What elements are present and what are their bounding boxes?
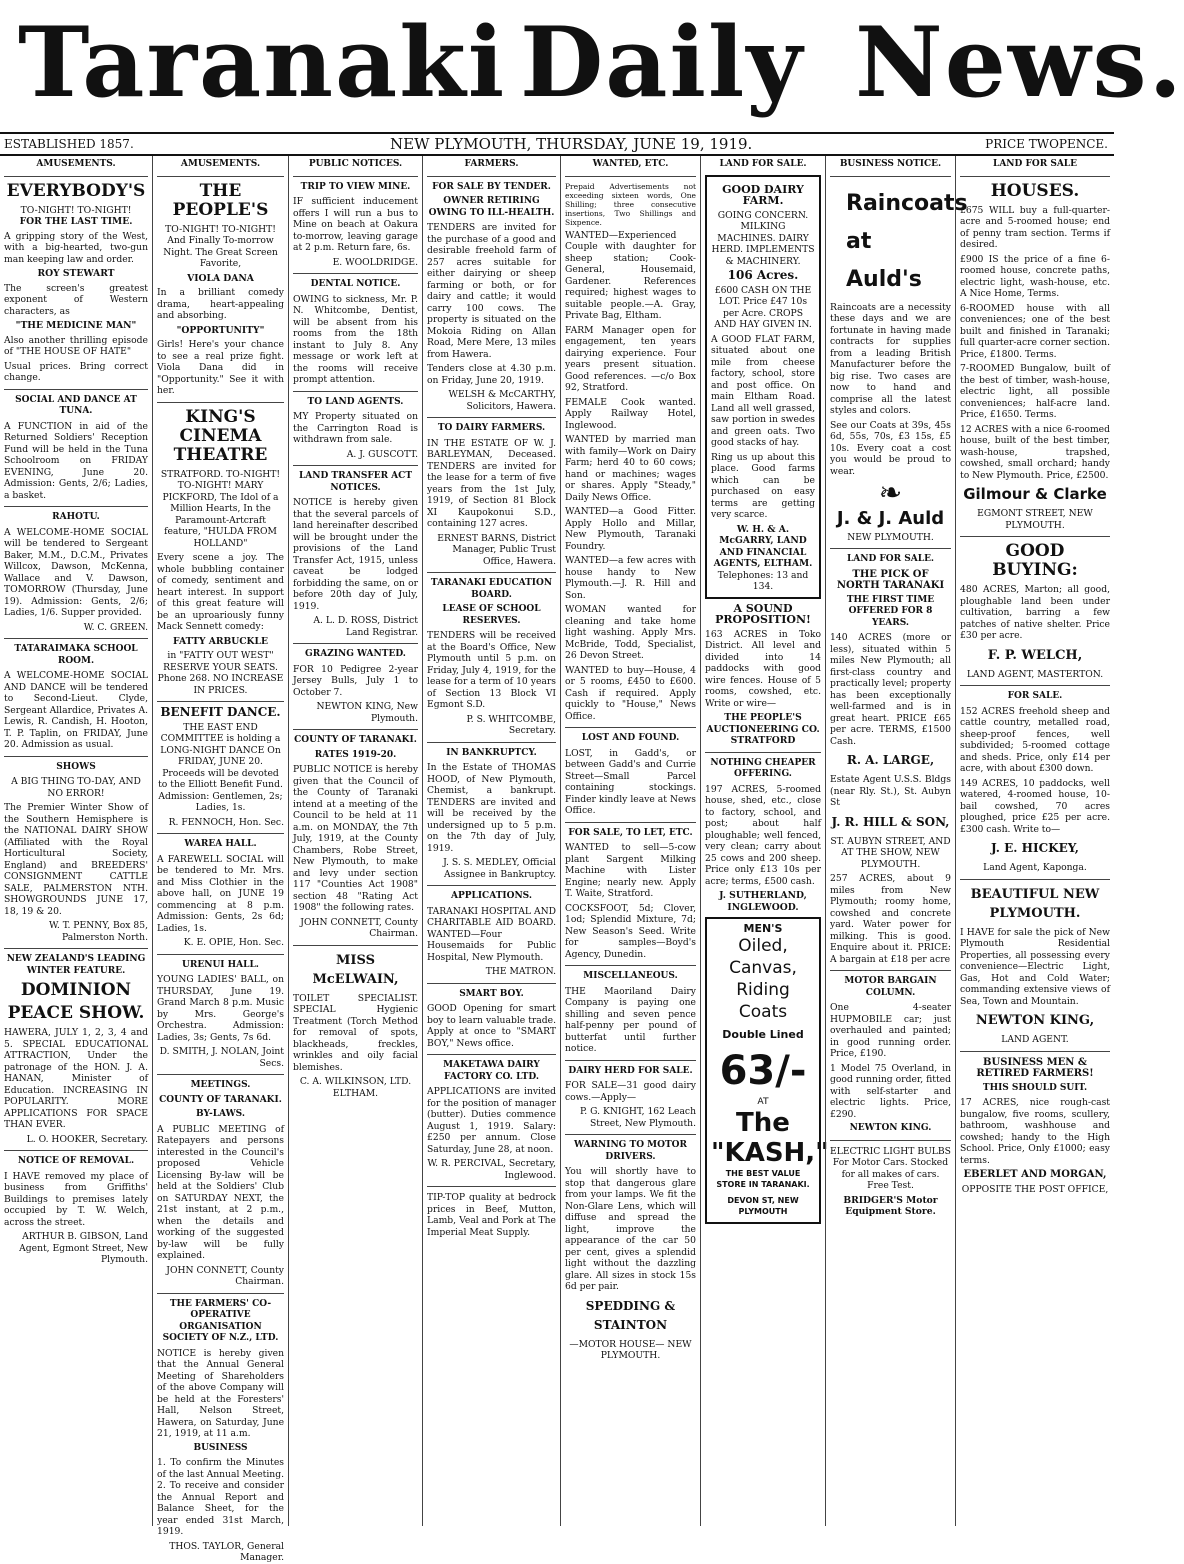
notice-heading: GRAZING WANTED. xyxy=(305,649,406,659)
notice-heading: RAHOTU. xyxy=(52,512,100,522)
notice-heading: COUNTY OF TARANAKI. xyxy=(159,1094,282,1105)
dateline xyxy=(0,132,1114,156)
column-3 xyxy=(288,156,422,1526)
notice-signature: THOS. TAYLOR, General Manager. xyxy=(169,1540,284,1563)
ad-headline: F. P. WELCH, xyxy=(987,647,1083,663)
classified-ad: WOMAN wanted for cleaning and take home light washing. Apply Mrs. McBride, Todd, Specialist, 26 Devon Street. xyxy=(565,604,696,661)
notice-text: YOUNG LADIES' BALL, on THURSDAY, June 19. Grand March 8 p.m. Music by Mrs. George's Orchestra. Admission: Ladies, 3s; Gents, 7s 6d. xyxy=(157,974,284,1043)
ad-text: 106 Acres. xyxy=(727,268,799,282)
ad-text: W. H. & A. McGARRY, LAND AND FINANCIAL AGENTS, ELTHAM. xyxy=(713,523,813,569)
classified-ad: LOST, in Gadd's, or between Gadd's and Currie Street—Small Parcel containing stockings. Finder kindly leave at News Office. xyxy=(565,747,696,816)
classified-ad: WANTED—Experienced Couple with daughter for sheep station; Cook-General, Housemaid, Gardener. References required; highest wages to suitable people.—A. Gray, Private Bag, Eltham. xyxy=(565,229,696,321)
notice-signature: WELSH & McCARTHY, Solicitors, Hawera. xyxy=(448,389,556,412)
ad-text: 6-ROOMED house with all conveniences; one of the best built and finished in Taranaki; full quarter-acre corner section. Price, £1800. Terms. xyxy=(960,302,1110,360)
notice-signature: JOHN CONNETT, County Chairman. xyxy=(166,1264,284,1287)
ad-headline: HOUSES. xyxy=(990,180,1080,201)
notice-signature: E. WOOLDRIDGE. xyxy=(332,256,418,268)
ad-text: Land Agent, Kaponga. xyxy=(983,862,1087,873)
section-heading: BUSINESS NOTICE. xyxy=(839,159,942,169)
section-heading: FOR SALE. xyxy=(1007,691,1063,701)
ad-headline: NEWTON KING, xyxy=(975,1013,1095,1028)
ad-text: TO-NIGHT! TO-NIGHT! xyxy=(20,204,132,216)
notice-signature: P. S. WHITCOMBE, Secretary. xyxy=(466,713,556,736)
notice-text: Prepaid Advertisements not exceeding sixteen words, One Shilling; three consecutive insertions, Two Shillings and Sixpence. xyxy=(565,181,696,227)
notice-text: MY Property situated on the Carrington Road is withdrawn from sale. xyxy=(293,411,418,445)
ad-text: "OPPORTUNITY" xyxy=(176,324,265,336)
notice-heading: APPLICATIONS. xyxy=(451,891,532,901)
ad-headline: BEAUTIFUL NEW PLYMOUTH. xyxy=(970,886,1100,921)
ad-text: One 4-seater HUPMOBILE car; just overhauled and painted; in good running order. Price, £190. xyxy=(830,1002,951,1059)
ad-text: GOING CONCERN. MILKING MACHINES. DAIRY HERD. IMPLEMENTS & MACHINERY. xyxy=(711,209,815,267)
notice-heading: TRIP TO VIEW MINE. xyxy=(300,181,411,192)
raincoats-headline xyxy=(830,185,968,299)
notice-heading: THE FARMERS' CO-OPERATIVE ORGANISATION SOCIETY OF N.Z., LTD. xyxy=(162,1298,279,1343)
ad-text: ST. AUBYN STREET, AND AT THE SHOW, NEW PLYMOUTH. xyxy=(830,835,951,870)
notice-signature: NEWTON KING, New Plymouth. xyxy=(316,701,418,724)
ad-text: 17 ACRES, nice rough-cast bungalow, five rooms, scullery, bathroom, washhouse and cowshed; handy to the High School. Price, Only £1000; easy terms. xyxy=(960,1097,1110,1166)
notice-text: PUBLIC NOTICE is hereby given that the Council of the County of Taranaki intend at a meeting of the Council to be held at 11 a.m. on MONDAY, the 7th July, 1919, at the County Chambers, Robe Street, New Plymouth, to make and levy under section 117 "Counties Act 1908" section 48 "Rating Act 1908" the following rates. xyxy=(293,764,419,913)
column-8 xyxy=(955,156,1114,1526)
masthead xyxy=(0,0,1184,128)
ad-text: Also another thrilling episode of "THE HOUSE OF HATE" xyxy=(4,334,148,357)
ad-headline: at xyxy=(846,228,872,254)
notice-signature: ERNEST BARNS, District Manager, Public Trust Office, Hawera. xyxy=(437,532,556,567)
ad-headline: J. E. HICKEY, xyxy=(991,841,1079,855)
ad-text: LAND AGENT. xyxy=(1001,1034,1069,1045)
notice-text: 1. To confirm the Minutes of the last Annual Meeting. 2. To receive and consider the Annual Report and Balance Sheet, for the year ended 31st March, 1919. xyxy=(157,1457,284,1537)
notice-text: The Premier Winter Show of the Southern Hemisphere is the NATIONAL DAIRY SHOW (Affiliated with the Royal Horticultural Society, England) and BREEDERS' CONSIGNMENT CATTLE SALE, PALMERSTON NTH. SHOWGROUNDS JUNE 17, 18, 19 & 20. xyxy=(4,802,148,917)
section-heading: PUBLIC NOTICES. xyxy=(308,159,403,169)
ad-text: STRATFORD. TO-NIGHT! TO-NIGHT! MARY PICKFORD, The Idol of a Million Hearts, In the Paramount-Artcraft feature, "HULDA FROM HOLLAND" xyxy=(160,468,281,549)
notice-signature: P. G. KNIGHT, 162 Leach Street, New Plymouth. xyxy=(579,1106,696,1129)
notice-heading: THIS SHOULD SUIT. xyxy=(982,1082,1088,1093)
notice-heading: SHOWS xyxy=(56,761,96,772)
notice-heading: THE FIRST TIME OFFERED FOR 8 YEARS. xyxy=(846,594,935,628)
notice-heading: URENUI HALL. xyxy=(182,959,259,970)
ad-text: The screen's greatest exponent of Western characters, as xyxy=(4,282,148,317)
notice-signature: K. E. OPIE, Hon. Sec. xyxy=(183,937,284,948)
notice-text: OWING to sickness, Mr. P. N. Whitcombe, Dentist, will be absent from his rooms from the 18th instant to July 8. Any message or work left at the rooms will receive prompt attention. xyxy=(293,293,418,385)
ad-text: DEVON ST, NEW PLYMOUTH xyxy=(727,1195,799,1216)
notice-signature: ARTHUR B. GIBSON, Land Agent, Egmont Street, New Plymouth. xyxy=(19,1231,148,1265)
notice-text: APPLICATIONS are invited for the position of manager (butter). Duties commence August 1, 1919. Salary: £250 per annum. Close Saturday, June 28, at noon. xyxy=(427,1086,556,1155)
section-heading: LAND FOR SALE xyxy=(993,159,1077,169)
section-heading: LAND FOR SALE. xyxy=(719,159,807,169)
notice-text: TIP-TOP quality at bedrock prices in Beef, Mutton, Lamb, Veal and Pork at The Imperial Meat Supply. xyxy=(427,1192,556,1238)
ad-text: THE BEST VALUE STORE IN TARANAKI. xyxy=(716,1168,810,1189)
notice-signature: C. A. WILKINSON, LTD. ELTHAM. xyxy=(299,1076,412,1099)
ad-headline: GOOD DAIRY FARM. xyxy=(722,182,804,207)
classified-ad: WANTED by married man with family—Work on Dairy Farm; herd 40 to 60 cows; hand or machines; wages or shares. Apply "Steady," Daily News Office. xyxy=(565,434,696,503)
ad-text: Estate Agent U.S.S. Bldgs (near Rly. St.), St. Aubyn St xyxy=(830,774,951,808)
ad-text: ROY STEWART xyxy=(37,268,115,279)
notice-text: A FUNCTION in aid of the Returned Soldiers' Reception Fund will be held in the Tuna Schoolroom on FRIDAY EVENING, June 20. Admission: Gents, 2/6; Ladies, a basket. xyxy=(4,420,148,501)
notice-heading: COUNTY OF TARANAKI. xyxy=(294,735,417,745)
classified-ad: WANTED to sell—5-cow plant Sargent Milking Machine with Lister Engine; nearly new. Apply T. Waite, Stratford. xyxy=(565,842,696,899)
notice-heading: RATES 1919-20. xyxy=(314,749,397,760)
column-5 xyxy=(560,156,700,1526)
ad-headline: THE PICK OF NORTH TARANAKI xyxy=(836,568,945,591)
classified-ad: FOR SALE—31 good dairy cows.—Apply— xyxy=(565,1080,696,1103)
notice-text: I HAVE removed my place of business from Griffiths' Buildings to premises lately occupied by T. W. Welch, across the street. xyxy=(4,1170,148,1228)
notice-heading: NOTICE OF REMOVAL. xyxy=(17,1156,135,1166)
notice-heading: MAKETAWA DAIRY FACTORY CO. LTD. xyxy=(443,1060,540,1082)
ad-headline: EBERLET AND MORGAN, xyxy=(963,1169,1107,1180)
notice-signature: NEWTON KING. xyxy=(849,1123,932,1133)
issue-date: NEW PLYMOUTH, THURSDAY, JUNE 19, 1919. xyxy=(390,135,753,153)
notice-heading: TO LAND AGENTS. xyxy=(307,396,404,407)
ad-text: Telephones: 13 and 134. xyxy=(717,569,809,592)
ad-text: FOR THE LAST TIME. xyxy=(19,216,133,227)
notice-text: NOTICE is hereby given that the Annual General Meeting of Shareholders of the above Company will be held at the Foresters' Hall, Nelson Street, Hawera, on Saturday, June 21, 1919, at 11 a.m. xyxy=(157,1347,284,1439)
notice-text: A PUBLIC MEETING of Ratepayers and persons interested in the Council's proposed Vehicle Licensing By-law will be held at the Soldiers' Club on SATURDAY NEXT, the 21st instant, at 2 p.m., when the details and working of the suggested by-law will be fully explained. xyxy=(157,1123,284,1261)
ad-text: LAND AGENT, MASTERTON. xyxy=(966,668,1104,680)
notice-text: TARANAKI HOSPITAL AND CHARITABLE AID BOARD. WANTED—Four Housemaids for Public Hospital, New Plymouth. xyxy=(427,905,556,963)
ad-text: VIOLA DANA xyxy=(187,272,254,284)
ad-headline: EVERYBODY'S xyxy=(6,180,146,201)
notice-signature: W. C. GREEN. xyxy=(83,621,148,633)
ad-headline: PEACE SHOW. xyxy=(7,1003,145,1023)
section-heading: LAND FOR SALE. xyxy=(846,554,935,564)
classified-ad: THE Maoriland Dairy Company is paying one shilling and seven pence half-penny per pound of butterfat until further notice. xyxy=(565,985,696,1054)
notice-text: GOOD Opening for smart boy to learn valuable trade. Apply at once to "SMART BOY," News office. xyxy=(427,1003,556,1049)
notice-heading: SMART BOY. xyxy=(459,988,524,999)
ad-text: Raincoats are a necessity these days and we are fortunate in having made contracts for supplies from a leading British Manufacturer before the big rise. Two cases are now to hand and comprise all the latest styles and colors. xyxy=(830,301,951,416)
ad-text: NEW PLYMOUTH. xyxy=(847,531,934,543)
notice-signature: J. S. S. MEDLEY, Official Assignee in Bankruptcy. xyxy=(443,857,556,880)
ad-headline: Oiled, Canvas, Riding Coats xyxy=(729,935,797,1022)
column-6 xyxy=(700,156,829,1526)
ad-headline: DOMINION xyxy=(20,980,132,1000)
notice-text: IN THE ESTATE OF W. J. BARLEYMAN, Deceased. TENDERS are invited for the lease for a term of five years from the 1st July, 1919, of Section 81 Block XI Kaupokonui S.D., containing 127 acres. xyxy=(427,437,556,529)
notice-text: FOR 10 Pedigree 2-year Jersey Bulls, July 1 to October 7. xyxy=(293,663,418,698)
ad-headline: Auld's xyxy=(846,266,922,292)
ad-text: ELECTRIC LIGHT BULBS For Motor Cars. Stocked for all makes of cars. Free Test. xyxy=(830,1145,951,1191)
notice-heading: NEW ZEALAND'S LEADING WINTER FEATURE. xyxy=(6,954,146,976)
ad-text: 7-ROOMED Bungalow, built of the best of timber, wash-house, electric light, all possible conveniences; half-acre land. Price, £1650. Terms. xyxy=(960,363,1110,420)
section-heading: MEETINGS. xyxy=(190,1080,251,1090)
notice-heading: IN BANKRUPTCY. xyxy=(446,747,537,758)
notice-heading: WAREA HALL. xyxy=(184,839,257,849)
column-1 xyxy=(0,156,152,1526)
section-heading: DAIRY HERD FOR SALE. xyxy=(568,1065,693,1076)
notice-heading: NOTHING CHEAPER OFFERING. xyxy=(710,757,816,779)
section-heading: FARMERS. xyxy=(464,159,519,169)
ad-text: in "FATTY OUT WEST" RESERVE YOUR SEATS. Phone 268. NO INCREASE IN PRICES. xyxy=(157,650,284,696)
section-heading: MISCELLANEOUS. xyxy=(583,971,678,981)
ad-text: 257 ACRES, about 9 miles from New Plymouth; roomy home, cowshed and concrete yard. Water power for milking. This is good. Enquire about it. PRICE: A bargain at £18 per acre xyxy=(830,873,951,965)
classified-ad: You will shortly have to stop that dangerous glare from your lamps. We fit the Non-Glare Lens, which will diffuse and spread the light, improve the appearance of the car 50 per cent, gives a splendid light without the dazzling glare. All sizes in stock 15s 6d per pair. xyxy=(565,1166,696,1292)
ad-text: Every scene a joy. The whole bubbling container of comedy, sentiment and heart interest. In support of this great feature will be an uproariously funny Mack Sennett comedy: xyxy=(157,552,284,632)
notice-heading: TO DAIRY FARMERS. xyxy=(437,423,546,433)
ad-text: EGMONT STREET, NEW PLYMOUTH. xyxy=(977,508,1093,531)
ad-text: TO-NIGHT! TO-NIGHT! And Finally To-morrow Night. The Great Screen Favorite, xyxy=(163,223,278,269)
ad-text: 197 ACRES, 5-roomed house, shed, etc., close to factory, school, and post; about half ploughable; well fenced, very clean; carry about 25 cows and 200 sheep. Price only £13 10s per acre; terms, £500 cash. xyxy=(705,783,821,887)
notice-heading: OWNER RETIRING OWING TO ILL-HEALTH. xyxy=(428,196,555,218)
ad-headline: MISS McELWAIN, xyxy=(312,952,399,987)
section-heading: WARNING TO MOTOR DRIVERS. xyxy=(574,1140,687,1162)
ad-text: 163 ACRES in Toko District. All level and divided into 14 paddocks with good wire fences. House of 5 rooms, cowshed, etc. Write or wire— xyxy=(705,628,821,709)
notice-heading: BENEFIT DANCE. xyxy=(160,705,281,719)
ad-headline: Gilmour & Clarke xyxy=(963,485,1107,503)
notice-text: IF sufficient inducement offers I will run a bus to Mine on beach at Oakura to-morrow, leaving garage at 2 p.m. Return fare, 6s. xyxy=(293,196,418,253)
notice-text: Tenders close at 4.30 p.m. on Friday, June 20, 1919. xyxy=(427,363,556,386)
ad-text: AT xyxy=(757,1096,769,1107)
price-label: PRICE TWOPENCE. xyxy=(985,137,1108,151)
notice-signature: A. J. GUSCOTT. xyxy=(346,448,418,460)
ad-text: 12 ACRES with a nice 6-roomed house, built of the best timber, wash-house, trapshed, cowshed, small orchard; handy to New Plymouth. Price, £2500. xyxy=(960,423,1110,481)
notice-text: HAWERA, JULY 1, 2, 3, 4 and 5. SPECIAL EDUCATIONAL ATTRACTION, Under the patronage of the HON. J. A. HANAN, Minister of Education. INCREASING IN POPULARITY. MORE APPLICATIONS FOR SPACE THAN EVER. xyxy=(4,1027,148,1130)
column-2 xyxy=(152,156,288,1563)
notice-signature: J. SUTHERLAND, INGLEWOOD. xyxy=(719,890,807,913)
section-heading: MOTOR BARGAIN COLUMN. xyxy=(844,976,937,998)
store-name: The "KASH," xyxy=(711,1107,829,1168)
notice-heading: TARANAKI EDUCATION BOARD. xyxy=(430,578,553,600)
ad-text: Double Lined xyxy=(722,1027,804,1041)
classified-ad: WANTED—a Good Fitter. Apply Hollo and Millar, New Plymouth, Taranaki Foundry. xyxy=(565,506,696,552)
notice-heading: TATARAIMAKA SCHOOL ROOM. xyxy=(14,644,138,666)
classified-ad: WANTED to buy—House, 4 or 5 rooms, £450 to £600. Cash if required. Apply quickly to "House," News Office. xyxy=(565,664,696,722)
ad-text: In a brilliant comedy drama, heart-appealing and absorbing. xyxy=(157,287,284,321)
section-heading: FOR SALE, TO LET, ETC. xyxy=(568,827,693,838)
ad-text: 152 ACRES freehold sheep and cattle country, metalled road, sheep-proof fences, well subdivided; 5-roomed cottage and sheds. Price, only £14 per acre, with about £300 down. xyxy=(960,705,1110,774)
ad-headline: A SOUND PROPOSITION! xyxy=(715,601,811,626)
notice-signature: W. R. PERCIVAL, Secretary, Inglewood. xyxy=(427,1158,556,1181)
section-heading: LOST AND FOUND. xyxy=(581,733,680,743)
classified-ad: WANTED—a few acres with house handy to New Plymouth.—J. R. Hill and Son. xyxy=(565,555,696,601)
notice-heading: LAND TRANSFER ACT NOTICES. xyxy=(298,471,413,493)
ad-text: 480 ACRES, Marton; all good, ploughable land been under cultivation, barring a few patches of native shelter. Price £30 per acre. xyxy=(960,584,1110,641)
notice-text: A WELCOME-HOME SOCIAL will be tendered to Sergeant Baker, M.M., D.C.M., Privates Willcox, Dawson, McKenna, Wallace and V. Dawson, TOMORROW (Thursday, June 19). Admission: Gents, 2/6; Ladies, 1/6. Supper provided. xyxy=(4,526,148,618)
ad-headline: KING'S CINEMA THEATRE xyxy=(173,406,268,465)
column-4 xyxy=(422,156,560,1526)
section-heading: WANTED, ETC. xyxy=(592,159,669,169)
ad-text: Ring us up about this place. Good farms which can be purchased on easy terms are getting very scarce. xyxy=(711,451,815,520)
ad-text: £675 WILL buy a full-quarter-acre and 5-roomed house; end of penny tram section. Terms if desired. xyxy=(960,204,1110,250)
ad-headline: SPEDDING & STAINTON xyxy=(585,1298,676,1332)
ad-text: 149 ACRES, 10 paddocks, well watered, 4-roomed house, 10-bail cowshed, 70 acres ploughed, price £25 per acre. £300 cash. Write to— xyxy=(960,777,1110,835)
notice-heading: DENTAL NOTICE. xyxy=(310,279,401,289)
ad-headline: GOOD BUYING: xyxy=(992,541,1078,580)
masthead-word-news: News. xyxy=(855,6,1184,119)
ad-text: 1 Model 75 Overland, in good running order, fitted with self-starter and electric lights. Price, £290. xyxy=(830,1062,951,1120)
ad-text: "THE MEDICINE MAN" xyxy=(15,320,137,331)
notice-signature: W. T. PENNY, Box 85, Palmerston North. xyxy=(49,920,148,943)
notice-text: In the Estate of THOMAS HOOD, of New Plymouth, Chemist, a bankrupt. TENDERS are invited and will be received by the undersigned up to 5 p.m. on the 7th day of July, 1919. xyxy=(427,762,556,854)
ad-text: £600 CASH ON THE LOT. Price £47 10s per Acre. CROPS AND HAY GIVEN IN. xyxy=(714,284,812,330)
ad-text: A GOOD FLAT FARM, situated about one mile from cheese factory, school, store and post office. On main Eltham Road. Land all well grassed, saw portion in swedes and green oats. Two good stacks of hay. xyxy=(711,333,815,448)
notice-text: THE EAST END COMMITTEE is holding a LONG-NIGHT DANCE On FRIDAY, JUNE 20. Proceeds will be devoted to the Elliott Benefit Fund. Admission: Gentlemen, 2s; Ladies, 1s. xyxy=(158,721,283,813)
ad-headline: J. R. HILL & SON, xyxy=(831,814,950,829)
ad-headline: R. A. LARGE, xyxy=(846,753,935,767)
ad-text: BRIDGER'S Motor Equipment Store. xyxy=(843,1194,938,1217)
notice-text: TOILET SPECIALIST. SPECIAL Hygienic Treatment (Torch Method for removal of spots, blackheads, freckles, wrinkles and oily facial blemishes. xyxy=(293,992,418,1073)
notice-text: A FAREWELL SOCIAL will be tendered to Mr. Mrs. and Miss Clothier in the above hall, on JUNE 19 commencing at 8 p.m. Admission: Gents, 2s 6d; Ladies, 1s. xyxy=(157,853,284,934)
notice-signature: R. FENNOCH, Hon. Sec. xyxy=(168,816,284,828)
notice-heading: BY-LAWS. xyxy=(196,1109,245,1119)
notice-signature: L. O. HOOKER, Secretary. xyxy=(26,1133,148,1145)
ad-text: I HAVE for sale the pick of New Plymouth Residential Properties, all possessing every convenience—Electric Light, Gas, Hot and Cold Water; commanding extensive views of Sea, Town and Mountain. xyxy=(960,926,1110,1007)
ornament-icon: ❧ xyxy=(878,476,903,509)
notice-text: TENDERS are invited for the purchase of a good and desirable freehold farm of 257 acres suitable for either dairying or sheep farming or both, or for dairy and cattle; it would carry 100 cows. The property is situated on the Mokoia Riding on Allan Road, Mere Mere, 13 miles from Hawera. xyxy=(427,222,556,360)
ad-headline: J. & J. Auld xyxy=(836,507,945,529)
notice-heading: SOCIAL AND DANCE AT TUNA. xyxy=(15,394,137,416)
ad-text: See our Coats at 39s, 45s 6d, 55s, 70s, £3 15s, £5 10s. Every coat a cost you would be proud to wear. xyxy=(830,419,951,477)
notice-signature: JOHN CONNETT, County Chairman. xyxy=(300,916,418,939)
ad-text: A gripping story of the West, with a big-hearted, two-gun man keeping law and order. xyxy=(4,230,148,265)
masthead-word-taranaki: Taranaki xyxy=(18,6,507,119)
classified-ad: FEMALE Cook wanted. Apply Railway Hotel, Inglewood. xyxy=(565,396,696,431)
ad-text: 140 ACRES (more or less), situated within 5 miles New Plymouth; all first-class country and practically level; property has been exceptionally well-farmed and is in great heart. PRICE £65 per acre. TERMS, £1500 Cash. xyxy=(830,632,951,747)
established-label: ESTABLISHED 1857. xyxy=(4,137,134,151)
notice-heading: FOR SALE BY TENDER. xyxy=(432,181,551,192)
ad-text: OPPOSITE THE POST OFFICE, xyxy=(961,1183,1109,1195)
notice-text: TENDERS will be received at the Board's Office, New Plymouth until 5 p.m. on Friday, July 4, 1919, for the lease for a term of 10 years of Section 13 Block VI Egmont S.D. xyxy=(427,630,556,710)
ad-headline: THE PEOPLE'S xyxy=(172,180,269,220)
column-7 xyxy=(825,156,968,1526)
notice-text: A WELCOME-HOME SOCIAL AND DANCE will be tendered to Second-Lieut. Clyde, Sergeant Allardice, Privates A. Lewis, R. Candish, H. Hooton, T. P. Taplin, on FRIDAY, June 20. Admission as usual. xyxy=(4,670,148,750)
ad-text: £900 IS the price of a fine 6-roomed house, concrete paths, electric light, wash-house, etc. A Nice Home, Terms. xyxy=(960,253,1110,299)
masthead-word-daily: Daily xyxy=(520,6,805,119)
kash-ad-box xyxy=(705,917,829,1224)
notice-signature: D. SMITH, J. NOLAN, Joint Secs. xyxy=(159,1046,284,1069)
classified-ad: FARM Manager open for engagement, ten years dairying experience. Four years present situation. Good references. —c/o Box 92, Stratford. xyxy=(565,324,696,393)
ad-headline: Raincoats xyxy=(846,190,968,216)
ad-text: FATTY ARBUCKLE xyxy=(172,635,268,647)
notice-heading: BUSINESS xyxy=(193,1442,248,1453)
ad-headline: BUSINESS MEN & RETIRED FARMERS! xyxy=(976,1056,1094,1079)
notice-text: A BIG THING TO-DAY, AND NO ERROR! xyxy=(11,776,141,799)
section-heading: AMUSEMENTS. xyxy=(180,159,261,169)
section-heading: AMUSEMENTS. xyxy=(36,159,116,169)
ad-text: Usual prices. Bring correct change. xyxy=(4,360,148,383)
notice-heading: LEASE OF SCHOOL RESERVES. xyxy=(442,604,541,626)
ad-text: THE PEOPLE'S AUCTIONEERING CO. STRATFORD xyxy=(706,712,820,746)
notice-signature: —MOTOR HOUSE— NEW PLYMOUTH. xyxy=(569,1338,692,1361)
notice-text: NOTICE is hereby given that the several parcels of land hereinafter described will be brought under the provisions of the Land Transfer Act, 1915, unless caveat be lodged forbidding the same, on or before 20th day of July, 1919. xyxy=(293,497,418,612)
notice-signature: THE MATRON. xyxy=(485,966,556,977)
price-label: 63/- xyxy=(719,1048,807,1094)
classified-ad: COCKSFOOT, 5d; Clover, 1od; Splendid Mixture, 7d; New Season's Seed. Write for samples—Boyd's Agency, Dunedin. xyxy=(565,902,696,960)
ad-text: MEN'S xyxy=(743,922,783,935)
ad-text: Girls! Here's your chance to see a real prize fight. Viola Dana did in "Opportunity." See it with her. xyxy=(157,339,284,396)
notice-signature: A. L. D. ROSS, District Land Registrar. xyxy=(313,615,418,638)
farm-ad-box xyxy=(705,175,821,599)
